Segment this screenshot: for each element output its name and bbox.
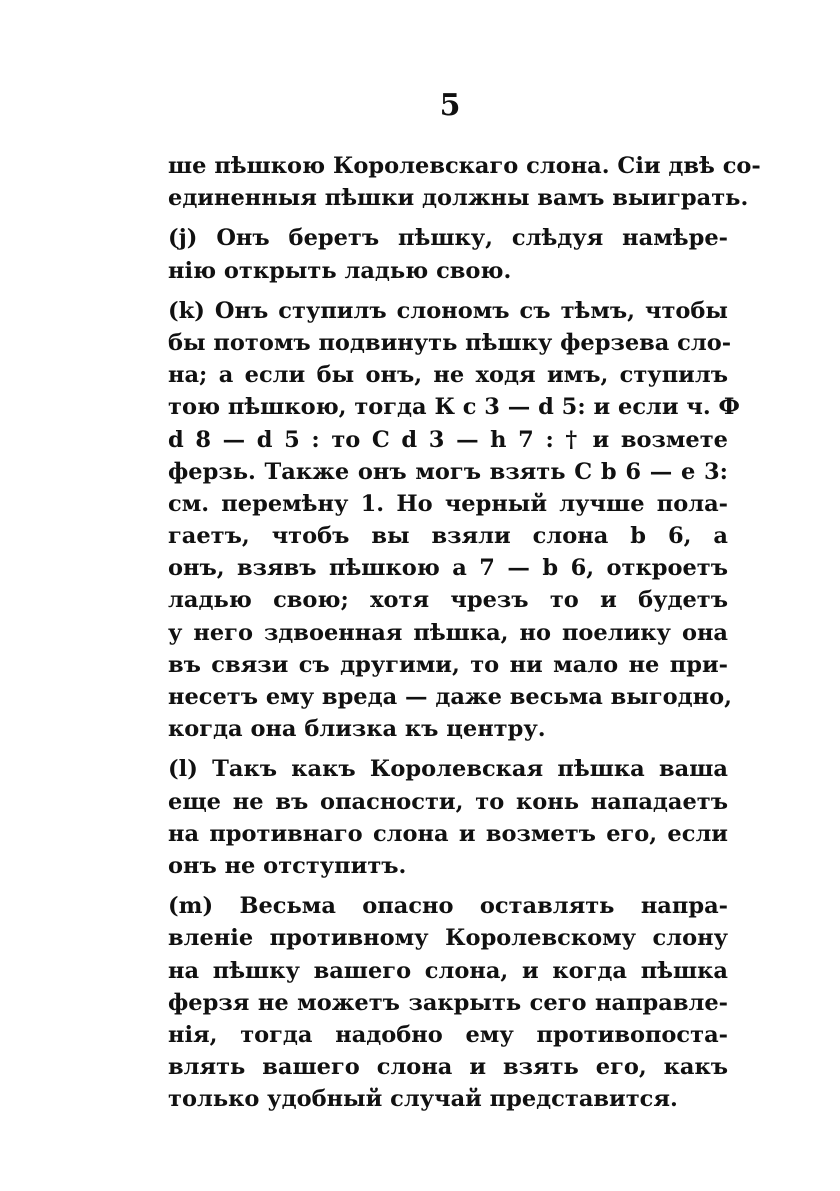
text-line: на; а если бы онъ, не ходя имъ, ступилъ bbox=[168, 362, 728, 389]
text-line: ше пѣшкою Королевскаго слона. Сiи двѣ со- bbox=[168, 153, 761, 179]
body-text bbox=[168, 150, 761, 1115]
text-line: d 8 — d 5 : то С d 3 — h 7 : † и возмете bbox=[168, 426, 728, 453]
text-line: еще не въ опасности, то конь нападаетъ bbox=[168, 788, 728, 815]
paragraph-gap bbox=[168, 745, 728, 753]
text-line: на противнаго слона и возметъ его, если bbox=[168, 820, 728, 847]
text-line: онъ не отступитъ. bbox=[168, 852, 407, 879]
paragraph-gap bbox=[168, 287, 728, 295]
text-line: влять вашего слона и взять его, какъ bbox=[168, 1054, 728, 1081]
text-line: бы потомъ подвинуть пѣшку ферзева сло- bbox=[168, 329, 732, 356]
text-line: несетъ ему вреда — даже весьма выгодно, bbox=[168, 684, 732, 710]
text-line: гаетъ, чтобъ вы взяли слона b 6, а bbox=[168, 523, 728, 550]
text-line: ладью свою; хотя чрезъ то и будетъ bbox=[168, 587, 728, 614]
text-line: вленiе противному Королевскому слону bbox=[168, 925, 728, 952]
text-line: единенныя пѣшки должны вамъ выиграть. bbox=[168, 185, 749, 212]
text-line: на пѣшку вашего слона, и когда пѣшка bbox=[168, 957, 728, 984]
text-line: когда она близка къ центру. bbox=[168, 716, 546, 743]
text-line: только удобный случай представится. bbox=[168, 1086, 678, 1113]
text-line: (j) Онъ беретъ пѣшку, слѣдуя намѣре- bbox=[168, 225, 728, 252]
text-line: нiя, тогда надобно ему противопоста- bbox=[168, 1021, 728, 1048]
text-line: см. перемѣну 1. Но черный лучше пола- bbox=[168, 490, 728, 517]
text-line: ферзя не можетъ закрыть сего направле- bbox=[168, 989, 728, 1016]
text-line: тою пѣшкою, тогда К с 3 — d 5: и если ч. Ф bbox=[168, 394, 740, 421]
page-number: 5 bbox=[439, 88, 461, 123]
text-line: онъ, взявъ пѣшкою а 7 — b 6, откроетъ bbox=[168, 555, 728, 582]
text-line: (k) Онъ ступилъ слономъ съ тѣмъ, чтобы bbox=[168, 297, 728, 324]
text-line: (m) Весьма опасно оставлять напра- bbox=[168, 893, 728, 920]
text-line: ферзь. Также онъ могъ взять С b 6 — e 3: bbox=[168, 458, 728, 485]
text-line: нiю открыть ладью свою. bbox=[168, 257, 512, 284]
text-line: въ связи съ другими, то ни мало не при- bbox=[168, 651, 728, 678]
text-line: у него здвоенная пѣшка, но поелику она bbox=[168, 619, 728, 646]
paragraph-gap bbox=[168, 882, 728, 890]
text-line: (l) Такъ какъ Королевская пѣшка ваша bbox=[168, 756, 728, 783]
paragraph-gap bbox=[168, 214, 728, 222]
